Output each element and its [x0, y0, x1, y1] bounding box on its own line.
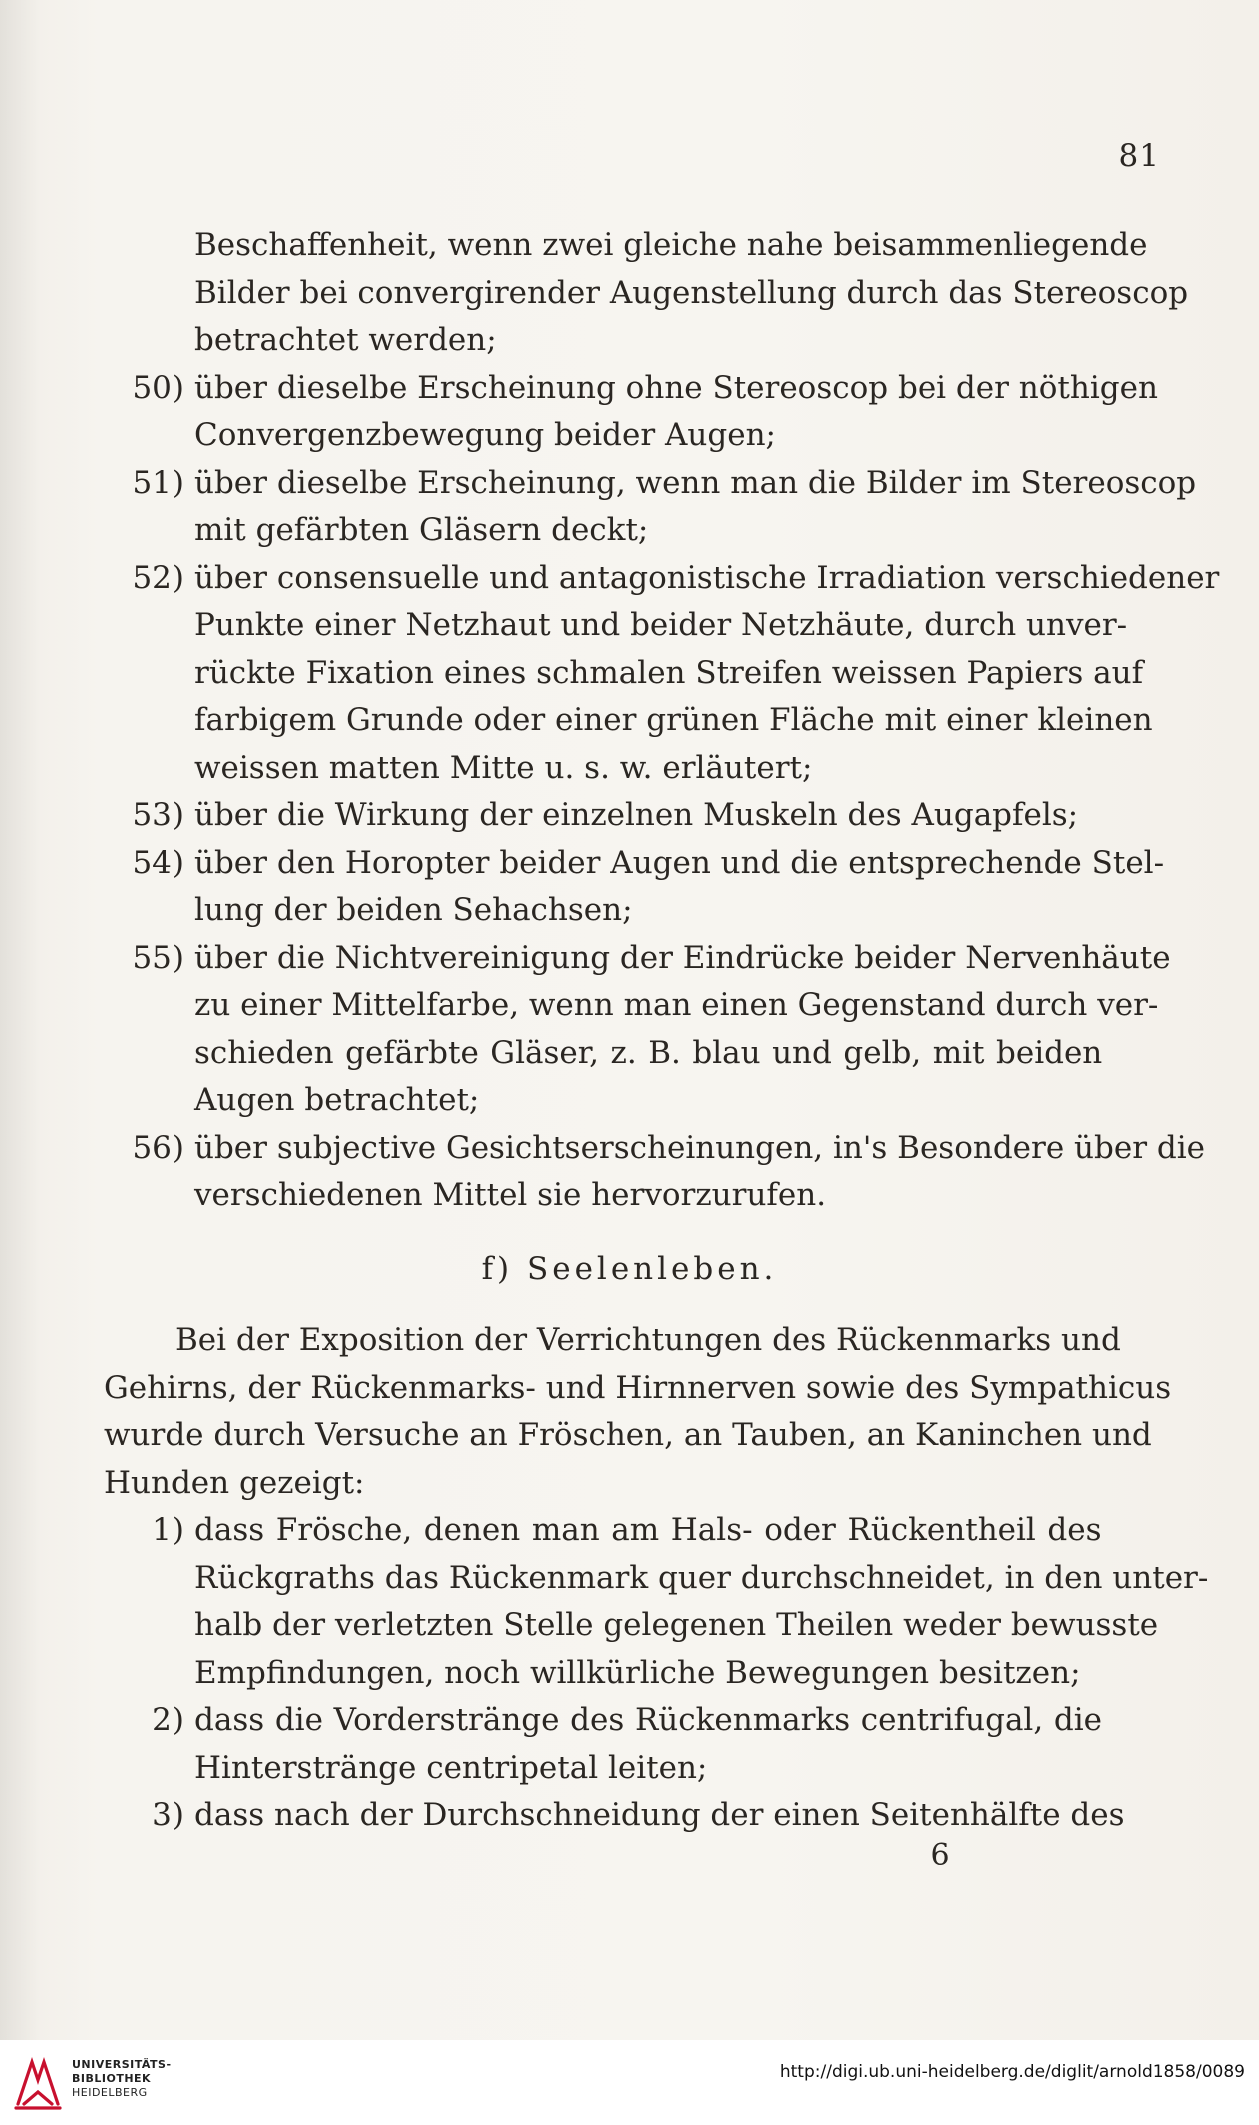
- item-number: 1): [152, 1512, 184, 1548]
- item-number: 56): [132, 1129, 184, 1166]
- item-number: 51): [132, 464, 184, 501]
- text-line: mit gefärbten Gläsern deckt;: [194, 512, 649, 548]
- text-line: über dieselbe Erscheinung, wenn man die Bilder im Stereoscop: [194, 464, 1197, 501]
- item-number: 3): [152, 1797, 184, 1833]
- text-line: Gehirns, der Rückenmarks- und Hirnnerven sowie des Sympathicus: [104, 1369, 1172, 1406]
- text-line: Convergenzbewegung beider Augen;: [194, 417, 776, 453]
- source-url-link[interactable]: http://digi.ub.uni-heidelberg.de/diglit/arnold1858/0089: [779, 2062, 1245, 2082]
- text-line: farbigem Grunde oder einer grünen Fläche mit einer kleinen: [194, 702, 1153, 738]
- text-line: rückte Fixation eines schmalen Streifen weissen Papiers auf: [194, 654, 1144, 691]
- text-line: lung der beiden Sehachsen;: [194, 892, 633, 928]
- text-line: über consensuelle und antagonistische Irradiation verschiedener: [194, 559, 1220, 596]
- text-line: Bilder bei convergirender Augenstellung durch das Stereoscop: [194, 274, 1189, 311]
- section-heading: f) Seelenleben.: [481, 1251, 778, 1287]
- item-number: 2): [152, 1702, 184, 1738]
- logo-line: HEIDELBERG: [72, 2086, 148, 2099]
- text-line: über den Horopter beider Augen und die entsprechende Stel-: [194, 844, 1165, 881]
- text-line: Punkte einer Netzhaut und beider Netzhäute, durch unver-: [194, 607, 1128, 643]
- item-number: 52): [132, 559, 184, 596]
- item-number: 50): [132, 369, 184, 406]
- item-number: 55): [132, 939, 184, 976]
- text-line: Rückgraths das Rückenmark quer durchschneidet, in den unter-: [194, 1559, 1209, 1596]
- text-line: über die Nichtvereinigung der Eindrücke beider Nervenhäute: [194, 939, 1171, 976]
- text-line: halb der verletzten Stelle gelegenen Theilen weder bewusste: [194, 1607, 1159, 1643]
- footer-bar: [0, 2040, 1259, 2125]
- text-line: über subjective Gesichtserscheinungen, in's Besondere über die: [194, 1129, 1205, 1166]
- text-line: zu einer Mittelfarbe, wenn man einen Gegenstand durch ver-: [194, 987, 1159, 1023]
- text-line: Hunden gezeigt:: [104, 1464, 365, 1501]
- library-logo-text: [72, 2058, 172, 2100]
- item-number: 53): [132, 797, 184, 833]
- signature-mark: 6: [930, 1838, 950, 1873]
- text-line: schieden gefärbte Gläser, z. B. blau und gelb, mit beiden: [194, 1034, 1103, 1071]
- item-number: 54): [132, 844, 184, 881]
- text-line: dass Frösche, denen man am Hals- oder Rückentheil des: [194, 1512, 1102, 1548]
- text-line: dass die Vorderstränge des Rückenmarks centrifugal, die: [194, 1702, 1102, 1738]
- text-line: Augen betrachtet;: [194, 1082, 480, 1118]
- text-line: weissen matten Mitte u. s. w. erläutert;: [194, 749, 813, 786]
- text-line: Beschaffenheit, wenn zwei gleiche nahe beisammenliegende: [194, 227, 1148, 263]
- logo-line: UNIVERSITÄTS-: [72, 2058, 172, 2071]
- text-line: wurde durch Versuche an Fröschen, an Tauben, an Kaninchen und: [104, 1417, 1152, 1453]
- text-line: über die Wirkung der einzelnen Muskeln des Augapfels;: [194, 797, 1079, 833]
- text-line: Bei der Exposition der Verrichtungen des Rückenmarks und: [175, 1322, 1121, 1358]
- text-line: verschiedenen Mittel sie hervorzurufen.: [194, 1177, 827, 1213]
- text-line: betrachtet werden;: [194, 322, 497, 358]
- logo-line: BIBLIOTHEK: [72, 2072, 152, 2085]
- library-logo-icon: [12, 2054, 64, 2112]
- text-line: dass nach der Durchschneidung der einen Seitenhälfte des: [194, 1797, 1125, 1833]
- text-line: über dieselbe Erscheinung ohne Stereoscop bei der nöthigen: [194, 369, 1158, 406]
- text-line: Empfindungen, noch willkürliche Bewegungen besitzen;: [194, 1654, 1081, 1691]
- text-line: Hinterstränge centripetal leiten;: [194, 1749, 708, 1786]
- page-number: 81: [1118, 138, 1160, 174]
